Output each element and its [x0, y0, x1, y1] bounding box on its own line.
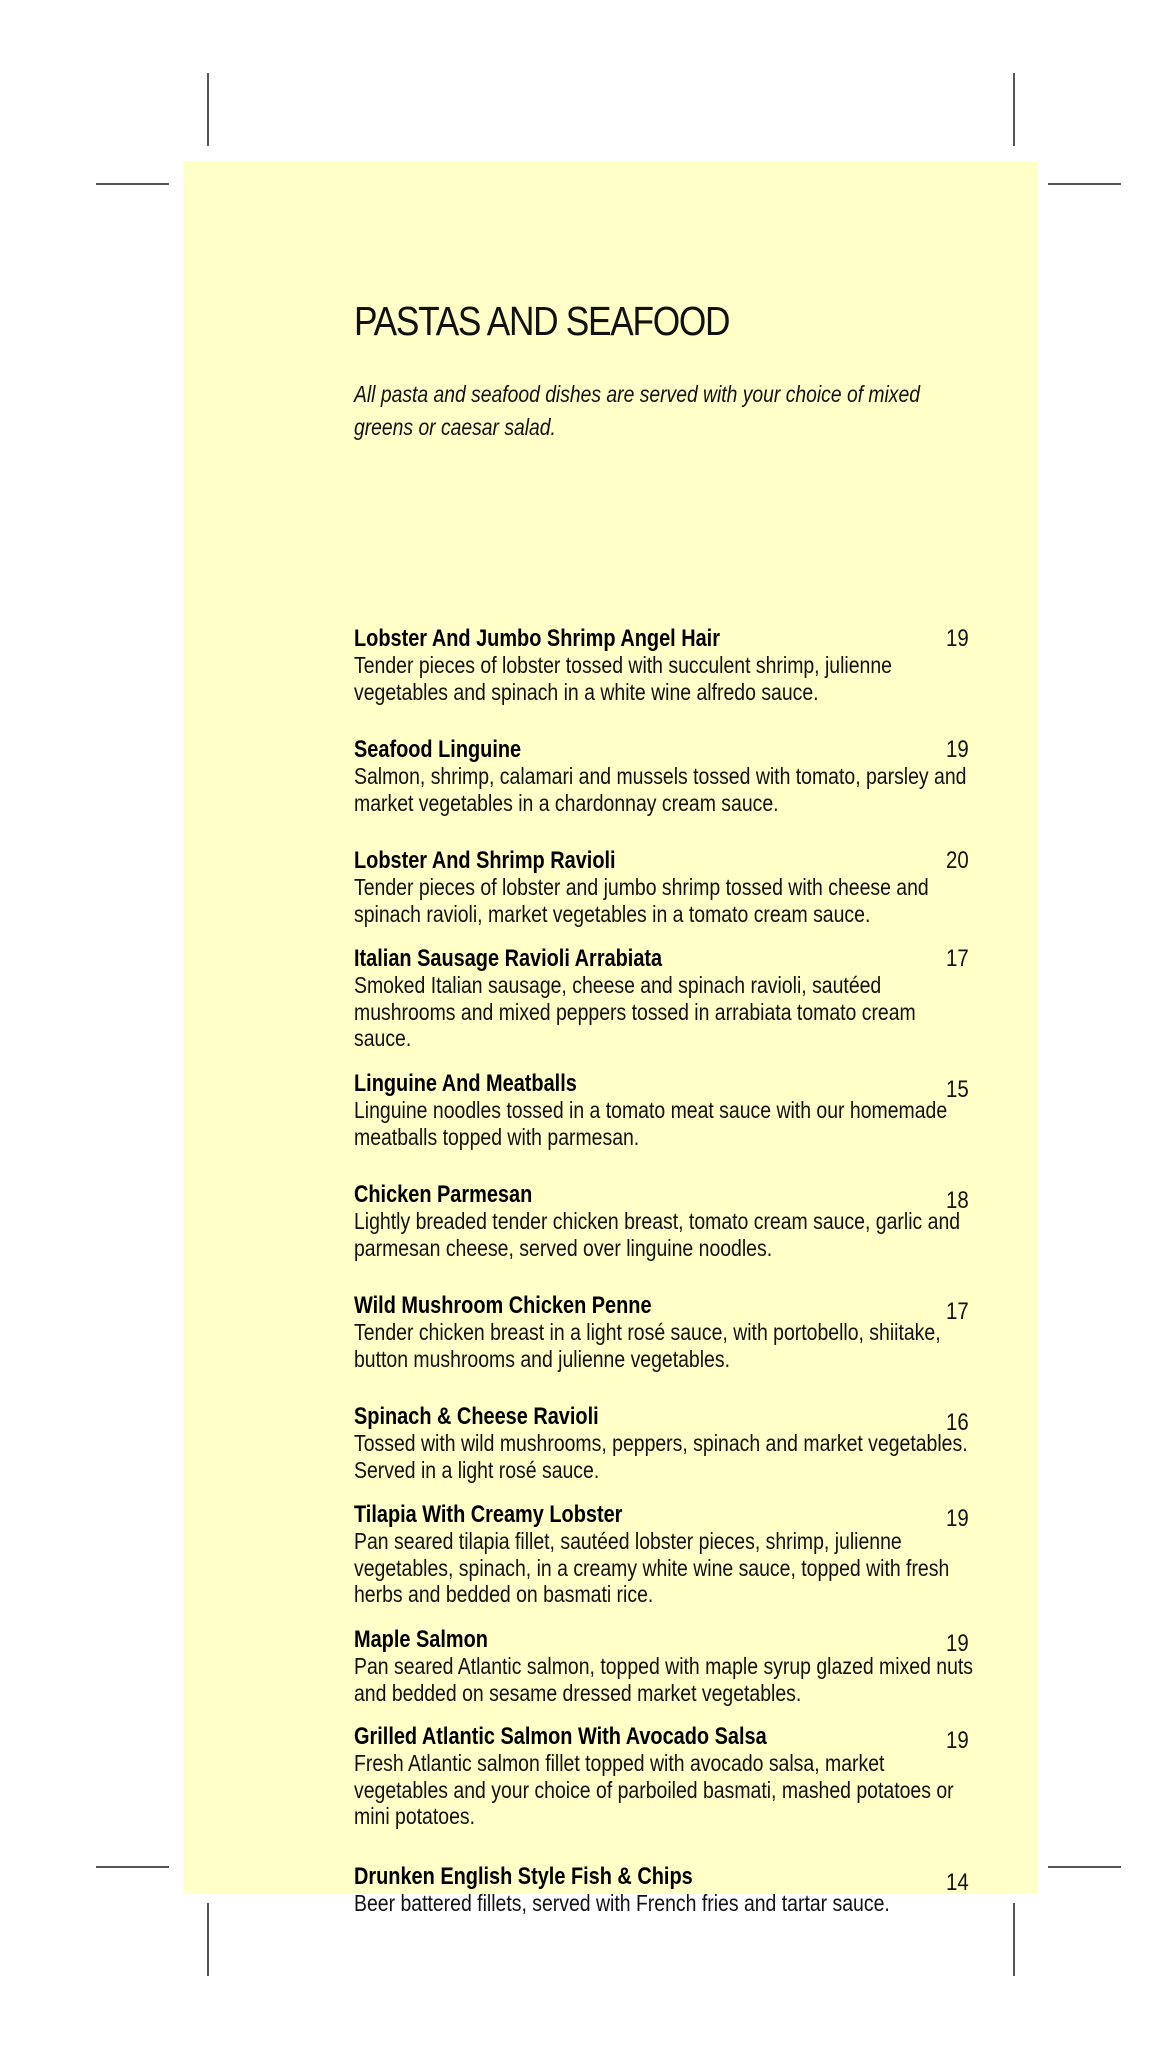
- menu-item-description: Pan seared Atlantic salmon, topped with maple syrup glazed mixed nuts and bedded on sesame dressed market vegetables.: [354, 1653, 974, 1706]
- page-title: PASTAS AND SEAFOOD: [354, 298, 730, 344]
- menu-item-description: Salmon, shrimp, calamari and mussels tossed with tomato, parsley and market vegetables in a chardonnay cream sauce.: [354, 763, 967, 816]
- menu-item-price: 15: [946, 1076, 969, 1103]
- menu-item-name: Maple Salmon: [354, 1626, 488, 1653]
- crop-mark-top-right-horizontal: [1048, 183, 1121, 185]
- menu-item-price: 17: [946, 1298, 969, 1325]
- menu-item-description: Smoked Italian sausage, cheese and spinach ravioli, sautéed mushrooms and mixed peppers tossed in arrabiata tomato cream sauce.: [354, 972, 916, 1051]
- menu-item-name: Lobster And Shrimp Ravioli: [354, 847, 616, 874]
- menu-item-name: Spinach & Cheese Ravioli: [354, 1403, 599, 1430]
- menu-item-description: Linguine noodles tossed in a tomato meat sauce with our homemade meatballs topped with parmesan.: [354, 1097, 948, 1150]
- menu-item-description: Tender pieces of lobster and jumbo shrimp tossed with cheese and spinach ravioli, market vegetables in a tomato cream sauce.: [354, 874, 929, 927]
- menu-item: [354, 1293, 974, 1372]
- menu-item-price: 14: [946, 1869, 969, 1896]
- menu-item: [354, 737, 974, 816]
- menu-item: [354, 1502, 974, 1608]
- menu-item: [354, 1724, 974, 1830]
- menu-item-name: Lobster And Jumbo Shrimp Angel Hair: [354, 625, 720, 652]
- crop-mark-bottom-left-vertical: [207, 1903, 209, 1976]
- menu-item-description: Lightly breaded tender chicken breast, tomato cream sauce, garlic and parmesan cheese, served over linguine noodles.: [354, 1208, 961, 1261]
- menu-item-price: 19: [946, 736, 969, 763]
- menu-item-price: 17: [946, 945, 969, 972]
- menu-item-name: Italian Sausage Ravioli Arrabiata: [354, 945, 663, 972]
- menu-item: [354, 626, 974, 705]
- menu-item: [354, 1864, 974, 1917]
- menu-item-description: Beer battered fillets, served with French fries and tartar sauce.: [354, 1890, 890, 1916]
- crop-mark-top-right-vertical: [1013, 73, 1015, 146]
- menu-item-price: 19: [946, 625, 969, 652]
- menu-item-name: Tilapia With Creamy Lobster: [354, 1501, 623, 1528]
- menu-item-description: Tender chicken breast in a light rosé sauce, with portobello, shiitake, button mushrooms and julienne vegetables.: [354, 1319, 941, 1372]
- menu-item-price: 16: [946, 1409, 969, 1436]
- intro-text: All pasta and seafood dishes are served with your choice of mixed greens or caesar salad.: [354, 381, 920, 440]
- menu-item-price: 20: [946, 847, 969, 874]
- menu-item: [354, 1182, 974, 1261]
- crop-mark-bottom-right-horizontal: [1048, 1866, 1121, 1868]
- menu-item-description: Fresh Atlantic salmon fillet topped with avocado salsa, market vegetables and your choice of parboiled basmati, mashed potatoes or mini potatoes.: [354, 1750, 954, 1829]
- menu-item-name: Grilled Atlantic Salmon With Avocado Salsa: [354, 1723, 767, 1750]
- menu-item-price: 19: [946, 1505, 969, 1532]
- crop-mark-bottom-right-vertical: [1013, 1903, 1015, 1976]
- menu-item-name: Seafood Linguine: [354, 736, 522, 763]
- menu-item: [354, 1627, 974, 1706]
- menu-item-description: Tender pieces of lobster tossed with succulent shrimp, julienne vegetables and spinach in a white wine alfredo sauce.: [354, 652, 892, 705]
- menu-item: [354, 848, 974, 927]
- menu-page: [183, 161, 1038, 1916]
- menu-item-name: Drunken English Style Fish & Chips: [354, 1863, 693, 1890]
- menu-item-name: Linguine And Meatballs: [354, 1070, 577, 1097]
- menu-item-price: 18: [946, 1187, 969, 1214]
- menu-item: [354, 946, 974, 1052]
- crop-mark-bottom-left-horizontal: [96, 1866, 169, 1868]
- crop-mark-top-left-vertical: [207, 73, 209, 146]
- menu-item-description: Pan seared tilapia fillet, sautéed lobster pieces, shrimp, julienne vegetables, spinach, in a creamy white wine sauce, topped with fresh herbs and bedded on basmati rice.: [354, 1528, 950, 1607]
- crop-mark-top-left-horizontal: [96, 183, 169, 185]
- menu-item: [354, 1071, 974, 1150]
- menu-item: [354, 1404, 974, 1483]
- menu-item-price: 19: [946, 1727, 969, 1754]
- menu-item-name: Wild Mushroom Chicken Penne: [354, 1292, 652, 1319]
- menu-item-name: Chicken Parmesan: [354, 1181, 533, 1208]
- menu-content: [354, 298, 974, 1916]
- menu-item-description: Tossed with wild mushrooms, peppers, spinach and market vegetables. Served in a light rosé sauce.: [354, 1430, 968, 1483]
- menu-item-price: 19: [946, 1630, 969, 1657]
